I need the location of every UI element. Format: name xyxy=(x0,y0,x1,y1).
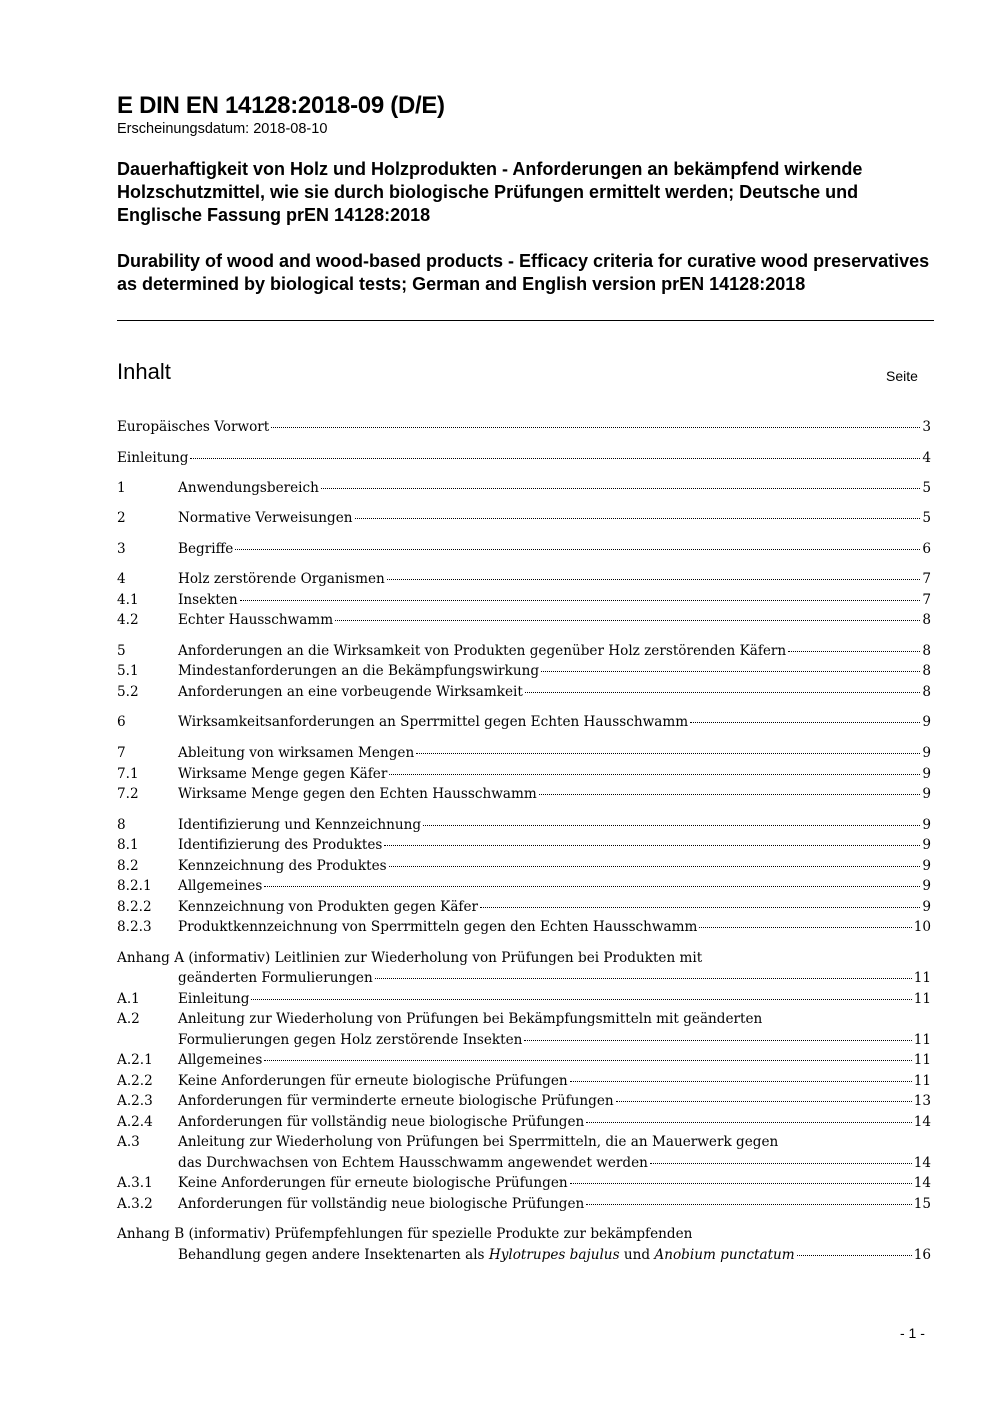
toc-entry-text: Keine Anforderungen für erneute biologische Prüfungen xyxy=(178,1175,568,1191)
toc-entry-6[interactable] xyxy=(117,712,931,732)
toc-entry-text: Anhang B (informativ) Prüfempfehlungen für spezielle Produkte zur bekämpfenden xyxy=(117,1226,693,1242)
toc-entry-page: 3 xyxy=(922,419,931,435)
toc-entry-text: das Durchwachsen von Echtem Hausschwamm angewendet werden xyxy=(178,1155,648,1171)
toc-entry-number: 4.2 xyxy=(117,612,139,628)
toc-entry-7-1[interactable] xyxy=(117,764,931,784)
toc-entry-page: 9 xyxy=(922,714,931,730)
toc-entry-page: 14 xyxy=(913,1175,931,1191)
toc-entry-number: 4.1 xyxy=(117,592,139,608)
toc-entry-3[interactable] xyxy=(117,539,931,559)
toc-entry-a-2[interactable] xyxy=(117,1009,931,1029)
toc-leader-dots xyxy=(616,1100,912,1102)
toc-entry-page: 5 xyxy=(922,480,931,496)
toc-entry-text: geänderten Formulierungen xyxy=(178,970,373,986)
publication-date: Erscheinungsdatum: 2018-08-10 xyxy=(117,121,328,137)
toc-entry-page: 14 xyxy=(913,1155,931,1171)
toc-entry-number: 5.1 xyxy=(117,663,139,679)
toc-entry-number: 8 xyxy=(117,817,126,833)
toc-entry-text: Holz zerstörende Organismen xyxy=(178,571,385,587)
toc-entry-number: A.3.1 xyxy=(117,1175,153,1191)
toc-entry-page: 8 xyxy=(922,684,931,700)
toc-leader-dots xyxy=(525,691,920,693)
toc-entry-text: Allgemeines xyxy=(178,878,263,894)
toc-page-column-label: Seite xyxy=(886,368,918,384)
toc-leader-dots xyxy=(271,426,920,428)
toc-leader-dots xyxy=(190,457,920,459)
toc-entry-text: Anwendungsbereich xyxy=(178,480,319,496)
toc-entry-a-3[interactable] xyxy=(117,1132,931,1152)
toc-entry-text: Mindestanforderungen an die Bekämpfungswirkung xyxy=(178,663,540,679)
toc-entry-number: A.2 xyxy=(117,1011,140,1027)
toc-leader-dots xyxy=(570,1182,912,1184)
toc-entry-text: Kennzeichnung des Produktes xyxy=(178,858,387,874)
toc-entry-page: 9 xyxy=(922,817,931,833)
toc-entry-5[interactable] xyxy=(117,641,931,661)
toc-entry-page: 14 xyxy=(913,1114,931,1130)
toc-entry-page: 11 xyxy=(913,1052,931,1068)
toc-entry-4-2[interactable] xyxy=(117,610,931,630)
toc-leader-dots xyxy=(264,1059,911,1061)
toc-leader-dots xyxy=(355,517,921,519)
title-divider xyxy=(117,320,934,321)
toc-leader-dots xyxy=(524,1039,911,1041)
title-german: Dauerhaftigkeit von Holz und Holzprodukten - Anforderungen an bekämpfend wirkende Holzschutzmittel, wie sie durch biologische Prüfungen ermittelt werden; Deutsche und Englische Fassung prEN 14128:2018 xyxy=(117,159,863,225)
toc-entry-text: Keine Anforderungen für erneute biologische Prüfungen xyxy=(178,1073,568,1089)
toc-entry-text: Insekten xyxy=(178,592,238,608)
toc-leader-dots xyxy=(699,926,911,928)
toc-entry-page: 9 xyxy=(922,858,931,874)
toc-entry-number: A.2.4 xyxy=(117,1114,153,1130)
toc-entry-text: Anleitung zur Wiederholung von Prüfungen bei Sperrmitteln, die an Mauerwerk gegen xyxy=(178,1134,779,1150)
toc-entry-number: A.2.2 xyxy=(117,1073,153,1089)
page-number: - 1 - xyxy=(900,1325,925,1341)
toc-entry-text: Formulierungen gegen Holz zerstörende Insekten xyxy=(178,1032,523,1048)
toc-entry-5-1[interactable] xyxy=(117,661,931,681)
toc-entry-a-2-4[interactable] xyxy=(117,1112,931,1132)
toc-entry-8-2[interactable] xyxy=(117,856,931,876)
toc-entry-number: 7.2 xyxy=(117,786,139,802)
toc-entry-page: 7 xyxy=(922,571,931,587)
toc-entry-page: 8 xyxy=(922,663,931,679)
toc-entry-page: 8 xyxy=(922,612,931,628)
toc-entry-annex-b-cont[interactable] xyxy=(117,1245,931,1265)
toc-entry-text: Begriffe xyxy=(178,541,234,557)
toc-entry-number: 8.2.1 xyxy=(117,878,152,894)
toc-entry-a-3-2[interactable] xyxy=(117,1194,931,1214)
toc-entry-page: 9 xyxy=(922,878,931,894)
toc-entry-number: 8.2.3 xyxy=(117,919,152,935)
toc-entry-text: Europäisches Vorwort xyxy=(117,419,270,435)
toc-entry-text: Allgemeines xyxy=(178,1052,263,1068)
toc-leader-dots xyxy=(788,650,920,652)
toc-entry-text: Wirksame Menge gegen Käfer xyxy=(178,766,388,782)
toc-leader-dots xyxy=(389,865,921,867)
toc-entry-1[interactable] xyxy=(117,478,931,498)
toc-entry-text: Normative Verweisungen xyxy=(178,510,353,526)
toc-entry-number: A.3 xyxy=(117,1134,140,1150)
toc-entry-a-2-2[interactable] xyxy=(117,1071,931,1091)
toc-entry-page: 5 xyxy=(922,510,931,526)
toc-entry-text: Anhang A (informativ) Leitlinien zur Wiederholung von Prüfungen bei Produkten mit xyxy=(117,950,703,966)
toc-entry-8-2-2[interactable] xyxy=(117,897,931,917)
toc-entry-text: Identifizierung und Kennzeichnung xyxy=(178,817,422,833)
toc-entry-number: 5 xyxy=(117,643,126,659)
toc-leader-dots xyxy=(416,752,920,754)
toc-leader-dots xyxy=(423,824,920,826)
toc-entry-annex-a-cont[interactable] xyxy=(117,968,931,988)
toc-entry-text: Kennzeichnung von Produkten gegen Käfer xyxy=(178,899,479,915)
toc-entry-a-2-cont[interactable] xyxy=(117,1030,931,1050)
toc-entry-text: Ableitung von wirksamen Mengen xyxy=(178,745,415,761)
toc-leader-dots xyxy=(480,906,920,908)
toc-entry-text: Anforderungen an eine vorbeugende Wirksamkeit xyxy=(178,684,523,700)
toc-leader-dots xyxy=(650,1162,912,1164)
toc-entry-a-3-1[interactable] xyxy=(117,1173,931,1193)
toc-leader-dots xyxy=(586,1203,911,1205)
toc-entry-number: 8.2.2 xyxy=(117,899,152,915)
toc-entry-4[interactable] xyxy=(117,569,931,589)
toc-entry-page: 13 xyxy=(913,1093,931,1109)
toc-entry-text: Produktkennzeichnung von Sperrmitteln gegen den Echten Hausschwamm xyxy=(178,919,698,935)
toc-heading: Inhalt xyxy=(117,359,171,384)
toc-entry-number: 1 xyxy=(117,480,126,496)
toc-entry-number: 7 xyxy=(117,745,126,761)
toc-entry-text-part: und xyxy=(619,1247,655,1263)
toc-entry-a-3-cont[interactable] xyxy=(117,1153,931,1173)
toc-leader-dots xyxy=(240,599,921,601)
toc-entry-7[interactable] xyxy=(117,743,931,763)
toc-entry-page: 16 xyxy=(913,1247,931,1263)
toc-entry-text: Anleitung zur Wiederholung von Prüfungen bei Bekämpfungsmitteln mit geänderten xyxy=(178,1011,763,1027)
toc-entry-2[interactable] xyxy=(117,508,931,528)
toc-entry-number: 5.2 xyxy=(117,684,139,700)
toc-entry-page: 11 xyxy=(913,1073,931,1089)
toc-leader-dots xyxy=(375,977,912,979)
toc-entry-8-2-3[interactable] xyxy=(117,917,931,937)
toc-leader-dots xyxy=(387,578,921,580)
toc-leader-dots xyxy=(797,1254,912,1256)
toc-entry-page: 9 xyxy=(922,786,931,802)
toc-entry-number: A.2.3 xyxy=(117,1093,153,1109)
toc-entry-7-2[interactable] xyxy=(117,784,931,804)
toc-entry-8-1[interactable] xyxy=(117,835,931,855)
toc-leader-dots xyxy=(690,721,920,723)
toc-entry-number: 8.2 xyxy=(117,858,139,874)
toc-entry-text: Wirksamkeitsanforderungen an Sperrmittel gegen Echten Hausschwamm xyxy=(178,714,689,730)
toc-leader-dots xyxy=(389,773,920,775)
toc-entry-foreword[interactable] xyxy=(117,417,931,437)
toc-entry-number: A.2.1 xyxy=(117,1052,153,1068)
toc-entry-number: 2 xyxy=(117,510,126,526)
toc-entry-4-1[interactable] xyxy=(117,590,931,610)
species-name-hylotrupes: Hylotrupes bajulus xyxy=(488,1247,620,1263)
toc-leader-dots xyxy=(541,670,920,672)
toc-entry-8-2-1[interactable] xyxy=(117,876,931,896)
toc-entry-page: 7 xyxy=(922,592,931,608)
toc-entry-a-2-3[interactable] xyxy=(117,1091,931,1111)
toc-entry-5-2[interactable] xyxy=(117,682,931,702)
toc-entry-introduction[interactable] xyxy=(117,448,931,468)
toc-entry-text: Identifizierung des Produktes xyxy=(178,837,383,853)
toc-leader-dots xyxy=(384,844,920,846)
toc-entry-number: 4 xyxy=(117,571,126,587)
toc-entry-number: 3 xyxy=(117,541,126,557)
toc-leader-dots xyxy=(335,619,920,621)
toc-entry-page: 11 xyxy=(913,991,931,1007)
toc-entry-page: 9 xyxy=(922,745,931,761)
toc-entry-annex-a[interactable] xyxy=(117,948,931,968)
toc-entry-text: Anforderungen für vollständig neue biologische Prüfungen xyxy=(178,1114,585,1130)
toc-leader-dots xyxy=(570,1080,912,1082)
toc-entry-text: Wirksame Menge gegen den Echten Hausschwamm xyxy=(178,786,537,802)
toc-entry-page: 15 xyxy=(913,1196,931,1212)
toc-entry-page: 9 xyxy=(922,837,931,853)
toc-entry-number: 6 xyxy=(117,714,126,730)
toc-entry-number: A.1 xyxy=(117,991,140,1007)
toc-entry-a-1[interactable] xyxy=(117,989,931,1009)
toc-entry-text: Anforderungen an die Wirksamkeit von Produkten gegenüber Holz zerstörenden Käfern xyxy=(178,643,787,659)
document-id: E DIN EN 14128:2018-09 (D/E) xyxy=(117,92,445,119)
toc-leader-dots xyxy=(539,793,921,795)
toc-leader-dots xyxy=(235,548,920,550)
toc-entry-text-part: Behandlung gegen andere Insektenarten als xyxy=(178,1247,489,1263)
toc-entry-text: Anforderungen für vollständig neue biologische Prüfungen xyxy=(178,1196,585,1212)
toc-entry-text: Einleitung xyxy=(178,991,250,1007)
toc-entry-text: Anforderungen für verminderte erneute biologische Prüfungen xyxy=(178,1093,614,1109)
toc-entry-annex-b[interactable] xyxy=(117,1224,931,1244)
toc-leader-dots xyxy=(586,1121,911,1123)
toc-entry-number: 7.1 xyxy=(117,766,139,782)
toc-entry-8[interactable] xyxy=(117,815,931,835)
toc-entry-text: Einleitung xyxy=(117,450,189,466)
toc-leader-dots xyxy=(321,487,920,489)
toc-entry-page: 10 xyxy=(913,919,931,935)
toc-entry-page: 9 xyxy=(922,766,931,782)
toc-entry-page: 11 xyxy=(913,1032,931,1048)
toc-entry-page: 6 xyxy=(922,541,931,557)
title-english: Durability of wood and wood-based products - Efficacy criteria for curative wood preservatives as determined by biological tests; German and English version prEN 14128:2018 xyxy=(117,251,930,294)
toc-entry-page: 4 xyxy=(922,450,931,466)
toc-leader-dots xyxy=(251,998,911,1000)
toc-entry-text: Echter Hausschwamm xyxy=(178,612,334,628)
species-name-anobium: Anobium punctatum xyxy=(654,1247,795,1263)
toc-entry-page: 11 xyxy=(913,970,931,986)
toc-entry-page: 9 xyxy=(922,899,931,915)
toc-entry-a-2-1[interactable] xyxy=(117,1050,931,1070)
toc-entry-page: 8 xyxy=(922,643,931,659)
toc-entry-number: A.3.2 xyxy=(117,1196,153,1212)
toc-entry-text xyxy=(178,1245,795,1265)
toc-entry-number: 8.1 xyxy=(117,837,139,853)
toc-leader-dots xyxy=(264,885,920,887)
